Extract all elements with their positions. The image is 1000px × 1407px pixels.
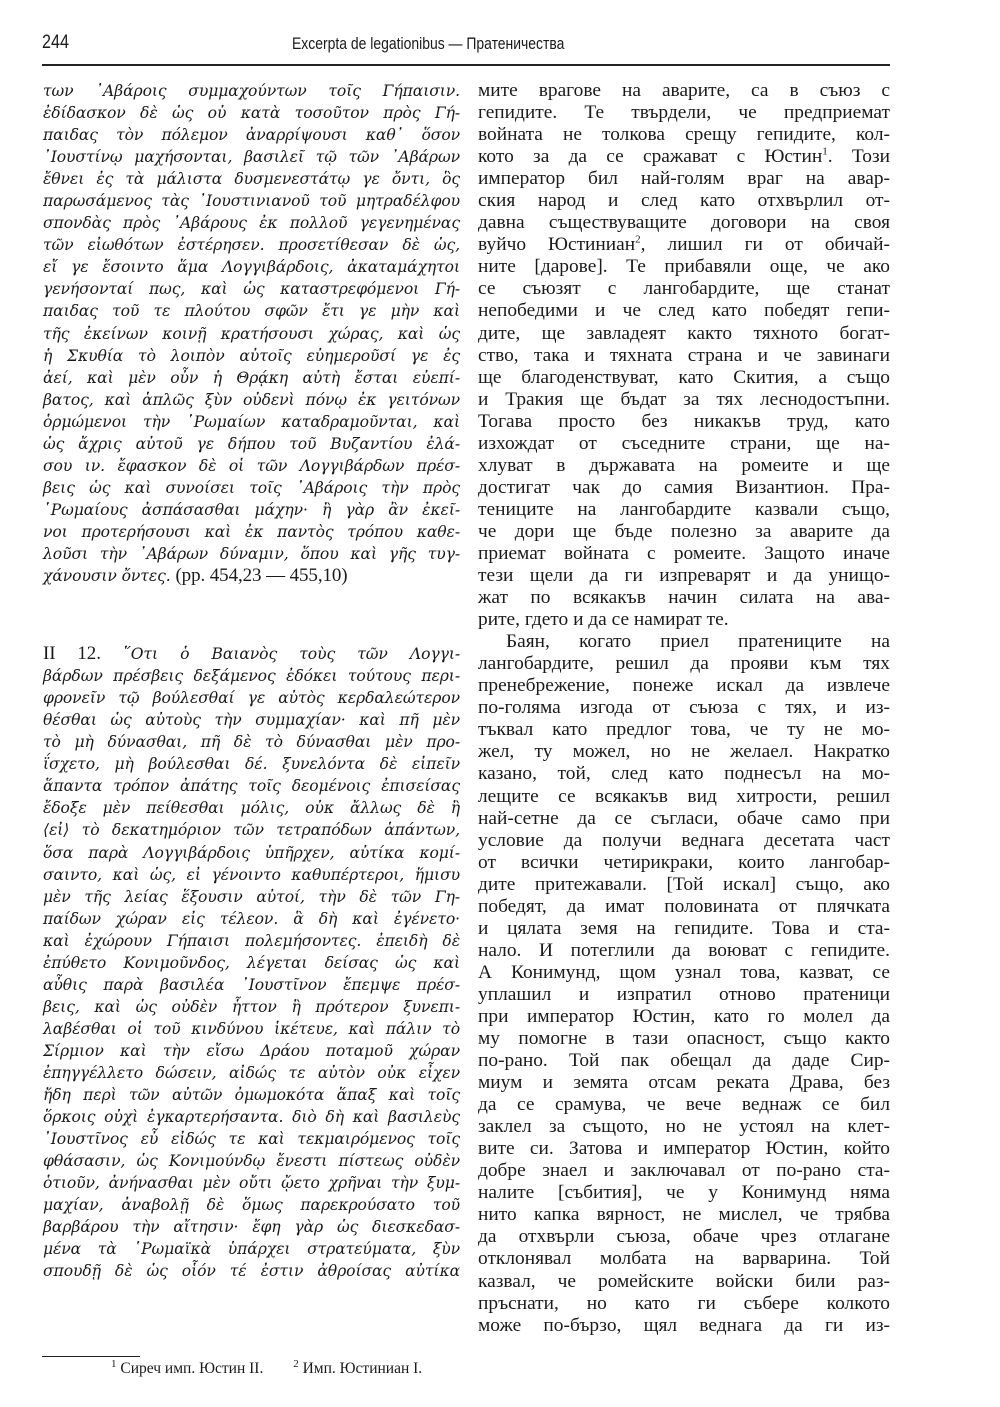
translation-paragraph-1 [478, 80, 890, 631]
text-line: победят, да имат половината от плячката [478, 895, 890, 917]
text-line: ἡ Σκυθία τὸ λοιπὸν αὐτοῖς εὐημεροῦσί γε ἐς [43, 346, 460, 365]
greek-passage-1 [43, 80, 460, 565]
greek-column [43, 80, 460, 1282]
text-line: ския народ и след като отхвърлил от- [478, 190, 890, 212]
text-line: жат по всякакъв начин силата на ава- [478, 587, 890, 609]
text-line: τὸ μὴ δύνασθαι, πῆ δὲ τὸ δύνασθαι μὲν προ- [43, 733, 460, 752]
text-line: пръснати, но като ги събере колкото [478, 1292, 890, 1314]
text-line: мите врагове на аварите, са в съюз с [478, 80, 890, 101]
text-fragment: кото за да се сражават с Юстин [478, 146, 823, 168]
text-line: ὁτιοῦν, ἀνήνασθαι μὲν οὔτι ᾤετο χρῆναι τὴν ξυμ- [43, 1174, 460, 1193]
footnote-text: Сиреч имп. Юстин II. [120, 1360, 264, 1377]
text-line: нало. И потеглили да воюват с гепидите. [478, 939, 890, 961]
footnote-reference[interactable]: 1 [822, 145, 828, 158]
text-line: ὁρμώμενοι τὴν ῾Ρωμαίων καταδραμοῦνται, καὶ [43, 412, 460, 431]
text-line: достигат чак до самия Византион. Пра- [478, 476, 890, 498]
text-line: налите [събития], че у Конимунд няма [478, 1182, 890, 1204]
greek-passage-1-last-line [43, 565, 460, 587]
section-number: II 12. [43, 643, 101, 665]
source-reference: (pp. 454,23 — 455,10) [175, 565, 348, 587]
text-line: уплашил и изпратил отново пратеници [478, 983, 890, 1005]
text-line: βατος, καὶ ἁπλῶς ξὺν οὐδενὶ πόνῳ ἐκ γειτόνων [43, 390, 460, 409]
running-title: Excerpta de legationibus — Пратеничества [292, 34, 565, 53]
text-line: по-голяма изгода от съюза с тях, и из- [478, 697, 890, 719]
text-line: дите, ще завладеят както тяхното богат- [478, 322, 890, 344]
text-line: нито капка вярност, не мислел, че трябва [478, 1204, 890, 1226]
text-line: σαιντο, καὶ ὡς, εἰ γένοιντο καθυπέρτεροι, ἥμισυ [43, 865, 460, 884]
text-line: σου ιν. ἔφασκον δὲ οἱ τῶν Λογγιβάρδων πρέσ- [43, 456, 460, 475]
text-line: ΐσχετο, μὴ βούλεσθαι δέ. ξυνελόντα δὲ εἰπεῖν [43, 755, 460, 774]
text-line: му помогне в тази опасност, също както [478, 1028, 890, 1050]
text-line: ⟨εἰ⟩ τὸ δεκατημόριον τῶν τετραπόδων ἁπάντων, [43, 821, 460, 840]
section-gap [43, 587, 460, 643]
text-line: А Конимунд, щом узнал това, казват, се [478, 961, 890, 983]
text-line: ἔδοξε μὲν πείθεσθαι μόλις, οὐκ ἄλλως δὲ ἢ [43, 799, 460, 818]
text-line: βεις, καὶ ὡς οὐδὲν ἧττον ἢ πρότερον ξυνεπι- [43, 997, 460, 1016]
text-line: ᾿Ιουστίνῳ μαχήσονται, βασιλεῖ τῷ τῶν ᾿Αβάρων [43, 148, 460, 167]
text-line: тениците на лангобардите казвали също, [478, 498, 890, 520]
text-line: давна съществуващите договори на своя [478, 212, 890, 234]
footnote-text: Имп. Юстиниан I. [302, 1360, 423, 1377]
text-line: νοι προτερήσουσι καὶ ἐκ παντὸς τρόπου καθε- [43, 522, 460, 541]
text-line: τῆς ἐκείνων κοινῇ κρατήσουσι χώρας, καὶ ὡς [43, 324, 460, 343]
text-fragment: вуйчо Юстиниан [478, 234, 636, 256]
text-line: ἔθνει ἐς τὰ μάλιστα δυσμενεστάτῳ γε ὄντι, ὃς [43, 170, 460, 189]
text-line: ἐδίδασκον δὲ ὡς οὐ κατὰ τοσοῦτον πρὸς Γή- [43, 104, 460, 123]
text-line: казвал, че ромейските войски били раз- [478, 1270, 890, 1292]
text-line: ἐπηγγέλλετο δώσειν, αἰδώς τε αὐτὸν οὐκ εἶχεν [43, 1063, 460, 1082]
text-line: Σίρμιον καὶ τὴν εἴσω Δράου ποταμοῦ χώραν [43, 1041, 460, 1060]
footnotes [111, 1357, 448, 1378]
text-line: се съюзят с лангобардите, ще станат [478, 278, 890, 300]
text-line: βάρδων πρέσβεις δεξάμενος ἐδόκει τούτους περι- [43, 667, 460, 686]
text-line: най-сетне да се съгласи, обаче само при [478, 807, 890, 829]
text-line: непобедими и че след като победят гепи- [478, 300, 890, 322]
text-line: пренебрежение, понеже искал да извлече [478, 675, 890, 697]
text-line: ὡς ἄχρις αὐτοῦ γε δήπου τοῦ Βυζαντίου ἐλά- [43, 434, 460, 453]
text-line: и Тракия ще бъдат за тях леснодостъпни. [478, 388, 890, 410]
text-line: βαρβάρου τὴν αἴτησιν· ἔφη γὰρ ὡς διεσκεδασ- [43, 1218, 460, 1237]
text-line: φρονεῖν τῷ βούλεσθαί γε αὐτὸς κερδαλεώτερον [43, 689, 460, 708]
text-line: παιδας τοῦ τε πλούτου σφῶν ἔτι γε μὴν καὶ [43, 302, 460, 321]
text-line: добре знаел и заключавал от по-рано ста- [478, 1160, 890, 1182]
text-line: хлуват в държавата на ромеите и ще [478, 454, 890, 476]
text-line: ἅπαντα τρόπον ἀπάτης τοῖς δεομένοις ἐπισείσας [43, 777, 460, 796]
text-line: император бил най-голям враг на авар- [478, 168, 890, 190]
text-line: казано, той, след като поднесъл на мо- [478, 763, 890, 785]
text-line [478, 146, 890, 168]
text-line: отклонявал молбата на варварина. Той [478, 1248, 890, 1270]
text-line: ῾Ρωμαίους ἀσπάσασθαι μάχην· ἢ γὰρ ἂν ἐκεῖ- [43, 500, 460, 519]
section-heading-line [43, 643, 460, 665]
text-line: παιδας τὸν πόλεμον ἀναρρίψουσι καθ᾽ ὅσον [43, 126, 460, 145]
footnote-marker: 1 [111, 1357, 117, 1370]
text-line: заклел за същото, но не устоял на клет- [478, 1116, 890, 1138]
text-line: θέσθαι ὡς αὐτοὺς τὴν συμμαχίαν· καὶ πῆ μὲν [43, 711, 460, 730]
text-line: гепидите. Те твърдели, че предприемат [478, 102, 890, 124]
text-line: εἴ γε ἔσοιντο ἅμα Λογγιβάρδοις, ἀκαταμάχητοι [43, 258, 460, 277]
text-line: γενήσονταί πως, καὶ ὡς καταστρεφόμενοι Γή- [43, 280, 460, 299]
text-line: αὖθις παρὰ βασιλέα ᾿Ιουστῖνον ἔπεμψε πρέσ- [43, 975, 460, 994]
text-line: дите притежавали. [Той искал] също, ако [478, 873, 890, 895]
page-number: 244 [42, 32, 69, 53]
text-line: μὲν τῆς λείας ἕξουσιν αὐτοί, τὴν δὲ τῶν Γη- [43, 887, 460, 906]
text-line: и цялата земя на гепидите. Това и ста- [478, 917, 890, 939]
text-line: войната не толкова срещу гепидите, кол- [478, 124, 890, 146]
text-line: че дори ще бъде полезно за аварите да [478, 520, 890, 542]
text-line: Тогава просто без никакъв труд, като [478, 410, 890, 432]
footnote-marker: 2 [293, 1357, 299, 1370]
text-line: των ᾿Αβάροις συμμαχούντων τοῖς Γήπαισιν. [43, 82, 460, 100]
text-line: τῶν εἰωθότων ἐστέρησεν. προσετίθεσαν δὲ ὡς, [43, 236, 460, 255]
text-line: лангобардите, решил да прояви към тях [478, 653, 890, 675]
text-line: ните [дарове]. Те прибавяли още, че ако [478, 256, 890, 278]
text-line: παίδων χώραν εἰς τέλεον. ἃ δὴ καὶ ἐγένετο· [43, 909, 460, 928]
text-line: да отхвърли съюза, обаче чрез отлагане [478, 1226, 890, 1248]
text-line: миум и земята отсам реката Драва, без [478, 1072, 890, 1094]
text-line: условие да получи веднага десетата част [478, 829, 890, 851]
text-line: λαβέσθαι οἱ τοῦ κινδύνου ἱκέτευε, καὶ πάλιν τὸ [43, 1019, 460, 1038]
text-line: вите си. Затова и император Юстин, който [478, 1138, 890, 1160]
text-line: при император Юстин, като го молел да [478, 1005, 890, 1027]
text-line: μαχίαν, ἀναβολῇ δὲ ὅμως παρεκρούσατο τοῦ [43, 1196, 460, 1215]
text-line: φθάσασιν, ὡς Κονιμούνδῳ ἔνεστι πίστεως οὐδὲν [43, 1152, 460, 1171]
text-line: ще благоденствуват, като Скития, а също [478, 366, 890, 388]
text-line: от всички четирикраки, които лангобар- [478, 851, 890, 873]
text-line: изхождат от съседните страни, ще на- [478, 432, 890, 454]
footnote-2 [293, 1357, 423, 1377]
translation-paragraph-2 [478, 631, 890, 1337]
greek-passage-2 [43, 665, 460, 1282]
text-line: ὅσα παρὰ Λογγιβάρδοις ὑπῆρχεν, αὐτίκα κομί- [43, 843, 460, 862]
text-line: рите, гдето и да се намират те. [478, 609, 729, 631]
text-fragment: . Този [827, 146, 890, 168]
footnote-reference[interactable]: 2 [635, 233, 641, 246]
text-line: жел, ту можел, но не желаел. Накратко [478, 741, 890, 763]
text-fragment: , лишил ги от обичай- [640, 234, 890, 256]
text-line: βεις ὡς καὶ συνοίσει τοῖς ᾿Αβάροις τὴν πρὸς [43, 478, 460, 497]
text-line: καὶ ἐχώρουν Γήπαισι πολεμήσοντες. ἐπειδὴ δὲ [43, 931, 460, 950]
translation-column [478, 80, 890, 1337]
text-line: λοῦσι τὴν ᾿Αβάρων δύναμιν, ὅπου καὶ γῆς τυγ- [43, 544, 460, 563]
text-line: ἀεί, καὶ μὲν οὖν ἡ Θρᾴκη αὐτὴ ἔσται εὐεπί- [43, 368, 460, 387]
text-line: да се срамува, че вече веднаж се бил [478, 1094, 890, 1116]
greek-text: ῞Οτι ὁ Βαιανὸς τοὺς τῶν Λογγι- [123, 645, 461, 664]
text-line: σπονδὰς πρὸς ᾿Αβάρους ἐκ πολλοῦ γεγενημένας [43, 214, 460, 233]
text-line: ὅρκοις οὐχὶ ἐγκαρτερήσαντα. διὸ δὴ καὶ βασιλεὺς [43, 1108, 460, 1127]
text-line: ᾿Ιουστῖνος εὖ εἰδώς τε καὶ τεκμαιρόμενος τοῖς [43, 1130, 460, 1149]
text-line: ἐπύθετο Κονιμοῦνδος, λέγεται δείσας ὡς καὶ [43, 953, 460, 972]
text-line: тъквал като предлог това, че ту не мо- [478, 719, 890, 741]
text-line: ἤδη περὶ τῶν αὐτῶν ὀμωμοκότα ἅπαξ καὶ τοῖς [43, 1086, 460, 1105]
running-header [42, 30, 890, 66]
greek-text: χάνουσιν ὄντες. [43, 567, 171, 586]
footnote-divider [42, 1356, 140, 1357]
text-line [478, 234, 890, 256]
text-line: Баян, когато приел пратениците на [506, 631, 890, 653]
text-line: ство, така и тяхната страна и че завинаги [478, 344, 890, 366]
footnote-1 [111, 1357, 267, 1377]
text-line: σπουδῇ δὲ ὡς οἷόν τέ ἐστιν ἀθροίσας αὐτίκα [43, 1262, 460, 1281]
text-line: по-рано. Той пак обещал да даде Сир- [478, 1050, 890, 1072]
text-line: лещите се всякакъв вид хитрости, решил [478, 785, 890, 807]
text-line: παρωσάμενος τὰς ᾿Ιουστινιανοῦ τοῦ μητραδέλφου [43, 192, 460, 211]
text-line: може по-бързо, щял веднага да ги из- [478, 1314, 890, 1336]
text-line: приемат войната с ромеите. Защото иначе [478, 542, 890, 564]
text-line: μένα τὰ ῾Ρωμαϊκὰ ὑπάρχει στρατεύματα, ξὺν [43, 1240, 460, 1259]
text-line: тези щели да ги изпреварят и да унищо- [478, 565, 890, 587]
